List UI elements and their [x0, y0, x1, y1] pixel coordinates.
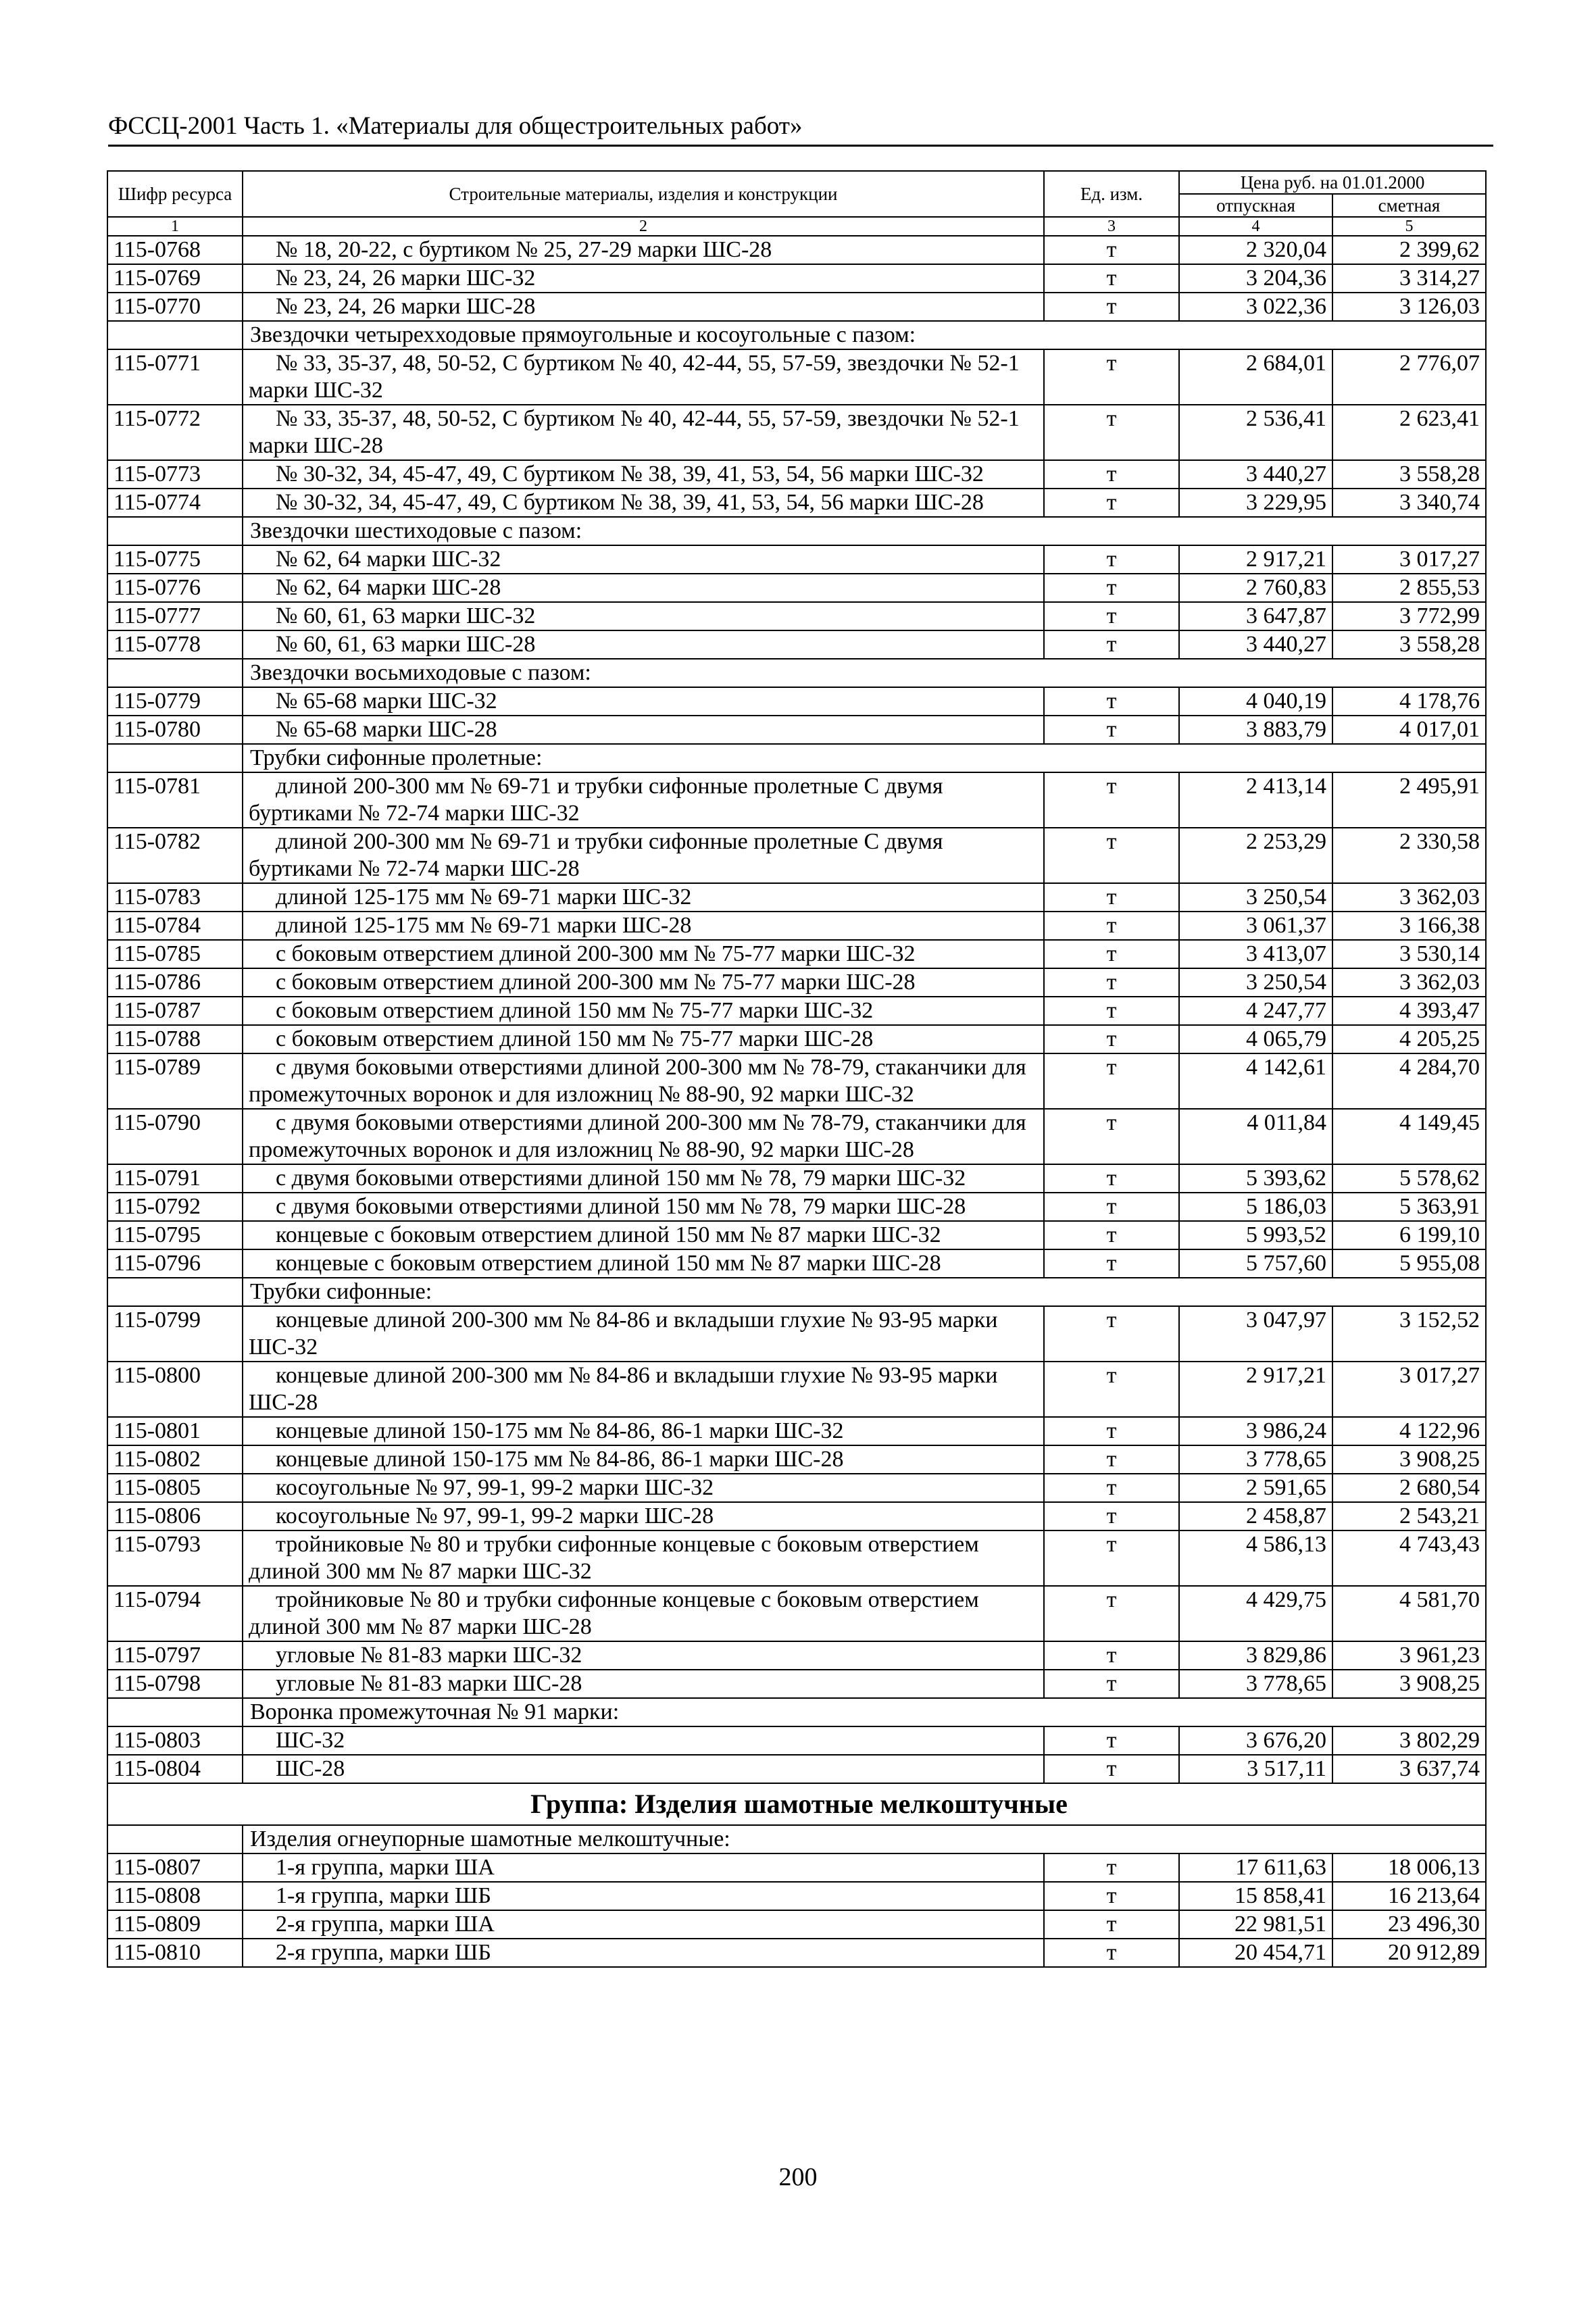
name-cell: с боковым отверстием длиной 200-300 мм № 75-77 марки ШС-28: [243, 968, 1044, 997]
empty-cell: [107, 1783, 243, 1825]
group-title: Группа: Изделия шамотные мелкоштучные: [243, 1783, 1486, 1825]
code-cell: 115-0781: [107, 772, 243, 828]
unit-cell: т: [1044, 1053, 1179, 1109]
estimate-price-cell: 2 495,91: [1332, 772, 1486, 828]
estimate-price-cell: 4 017,01: [1332, 716, 1486, 744]
code-cell: 115-0785: [107, 940, 243, 968]
name-cell: тройниковые № 80 и трубки сифонные концевые с боковым отверстием длиной 300 мм № 87 марки ШС-28: [243, 1586, 1044, 1641]
code-cell: 115-0776: [107, 574, 243, 602]
table-row: [107, 1755, 1486, 1783]
release-price-cell: 3 829,86: [1179, 1641, 1332, 1670]
table-row: [107, 236, 1486, 264]
header-estimate-price: сметная: [1332, 194, 1486, 217]
name-cell: № 33, 35-37, 48, 50-52, С буртиком № 40, 42-44, 55, 57-59, звездочки № 52-1 марки ШС-28: [243, 405, 1044, 460]
release-price-cell: 4 040,19: [1179, 687, 1332, 716]
table-body: [107, 236, 1486, 1967]
unit-cell: т: [1044, 264, 1179, 293]
release-price-cell: 3 517,11: [1179, 1755, 1332, 1783]
table-row: [107, 1670, 1486, 1698]
unit-cell: т: [1044, 545, 1179, 574]
release-price-cell: 17 611,63: [1179, 1853, 1332, 1882]
estimate-price-cell: 2 330,58: [1332, 828, 1486, 883]
release-price-cell: 5 393,62: [1179, 1164, 1332, 1193]
section-title: Звездочки шестиходовые с пазом:: [243, 517, 1486, 545]
table-row: [107, 405, 1486, 460]
unit-cell: т: [1044, 1417, 1179, 1445]
name-cell: концевые с боковым отверстием длиной 150 мм № 87 марки ШС-28: [243, 1249, 1044, 1278]
section-row: [107, 1825, 1486, 1853]
estimate-price-cell: 3 637,74: [1332, 1755, 1486, 1783]
table-row: [107, 828, 1486, 883]
empty-cell: [107, 517, 243, 545]
header-unit: Ед. изм.: [1044, 171, 1179, 217]
page-header: ФССЦ-2001 Часть 1. «Материалы для общестроительных работ»: [108, 111, 1493, 147]
section-title: Воронка промежуточная № 91 марки:: [243, 1698, 1486, 1726]
name-cell: концевые длиной 150-175 мм № 84-86, 86-1 марки ШС-32: [243, 1417, 1044, 1445]
estimate-price-cell: 5 955,08: [1332, 1249, 1486, 1278]
estimate-price-cell: 3 961,23: [1332, 1641, 1486, 1670]
estimate-price-cell: 4 743,43: [1332, 1530, 1486, 1586]
name-cell: № 23, 24, 26 марки ШС-28: [243, 293, 1044, 321]
code-cell: 115-0787: [107, 997, 243, 1025]
unit-cell: т: [1044, 1586, 1179, 1641]
estimate-price-cell: 4 122,96: [1332, 1417, 1486, 1445]
col-number: 2: [243, 217, 1044, 236]
unit-cell: т: [1044, 630, 1179, 659]
table-row: [107, 1853, 1486, 1882]
name-cell: концевые длиной 200-300 мм № 84-86 и вкладыши глухие № 93-95 марки ШС-28: [243, 1362, 1044, 1417]
estimate-price-cell: 2 623,41: [1332, 405, 1486, 460]
table-row: [107, 489, 1486, 517]
name-cell: с двумя боковыми отверстиями длиной 150 мм № 78, 79 марки ШС-28: [243, 1193, 1044, 1221]
code-cell: 115-0798: [107, 1670, 243, 1698]
code-cell: 115-0783: [107, 883, 243, 912]
section-title: Трубки сифонные пролетные:: [243, 744, 1486, 772]
estimate-price-cell: 3 362,03: [1332, 883, 1486, 912]
unit-cell: т: [1044, 1670, 1179, 1698]
estimate-price-cell: 5 578,62: [1332, 1164, 1486, 1193]
code-cell: 115-0784: [107, 912, 243, 940]
name-cell: № 60, 61, 63 марки ШС-28: [243, 630, 1044, 659]
release-price-cell: 3 647,87: [1179, 602, 1332, 630]
estimate-price-cell: 18 006,13: [1332, 1853, 1486, 1882]
table-row: [107, 1530, 1486, 1586]
estimate-price-cell: 2 543,21: [1332, 1502, 1486, 1530]
estimate-price-cell: 3 802,29: [1332, 1726, 1486, 1755]
section-title: Изделия огнеупорные шамотные мелкоштучные:: [243, 1825, 1486, 1853]
empty-cell: [107, 1698, 243, 1726]
table-row: [107, 1417, 1486, 1445]
unit-cell: т: [1044, 1249, 1179, 1278]
release-price-cell: 3 883,79: [1179, 716, 1332, 744]
release-price-cell: 3 250,54: [1179, 883, 1332, 912]
release-price-cell: 3 778,65: [1179, 1445, 1332, 1474]
price-table: [107, 170, 1487, 1968]
name-cell: длиной 200-300 мм № 69-71 и трубки сифонные пролетные С двумя буртиками № 72-74 марки ШС-32: [243, 772, 1044, 828]
section-row: [107, 517, 1486, 545]
unit-cell: т: [1044, 1306, 1179, 1362]
section-row: [107, 744, 1486, 772]
empty-cell: [107, 1278, 243, 1306]
estimate-price-cell: 4 393,47: [1332, 997, 1486, 1025]
table-row: [107, 1726, 1486, 1755]
code-cell: 115-0791: [107, 1164, 243, 1193]
table-row: [107, 968, 1486, 997]
unit-cell: т: [1044, 1502, 1179, 1530]
unit-cell: т: [1044, 1939, 1179, 1967]
code-cell: 115-0773: [107, 460, 243, 489]
estimate-price-cell: 3 558,28: [1332, 460, 1486, 489]
code-cell: 115-0795: [107, 1221, 243, 1249]
code-cell: 115-0808: [107, 1882, 243, 1910]
estimate-price-cell: 4 178,76: [1332, 687, 1486, 716]
table-row: [107, 1025, 1486, 1053]
empty-cell: [107, 1825, 243, 1853]
name-cell: концевые длиной 150-175 мм № 84-86, 86-1 марки ШС-28: [243, 1445, 1044, 1474]
table-row: [107, 460, 1486, 489]
table-row: [107, 545, 1486, 574]
code-cell: 115-0805: [107, 1474, 243, 1502]
table-row: [107, 1882, 1486, 1910]
table-row: [107, 1053, 1486, 1109]
code-cell: 115-0777: [107, 602, 243, 630]
estimate-price-cell: 3 166,38: [1332, 912, 1486, 940]
col-number: 5: [1332, 217, 1486, 236]
estimate-price-cell: 3 362,03: [1332, 968, 1486, 997]
section-row: [107, 321, 1486, 349]
code-cell: 115-0782: [107, 828, 243, 883]
release-price-cell: 2 536,41: [1179, 405, 1332, 460]
unit-cell: т: [1044, 460, 1179, 489]
code-cell: 115-0772: [107, 405, 243, 460]
name-cell: 2-я группа, марки ШБ: [243, 1939, 1044, 1967]
section-row: [107, 659, 1486, 687]
table-row: [107, 940, 1486, 968]
table-row: [107, 1445, 1486, 1474]
unit-cell: т: [1044, 912, 1179, 940]
empty-cell: [107, 659, 243, 687]
unit-cell: т: [1044, 1474, 1179, 1502]
code-cell: 115-0771: [107, 349, 243, 405]
name-cell: концевые с боковым отверстием длиной 150 мм № 87 марки ШС-32: [243, 1221, 1044, 1249]
table-row: [107, 997, 1486, 1025]
estimate-price-cell: 3 017,27: [1332, 1362, 1486, 1417]
estimate-price-cell: 2 855,53: [1332, 574, 1486, 602]
release-price-cell: 4 065,79: [1179, 1025, 1332, 1053]
section-title: Трубки сифонные:: [243, 1278, 1486, 1306]
unit-cell: т: [1044, 1641, 1179, 1670]
table-row: [107, 293, 1486, 321]
unit-cell: т: [1044, 1193, 1179, 1221]
unit-cell: т: [1044, 1853, 1179, 1882]
unit-cell: т: [1044, 489, 1179, 517]
name-cell: № 62, 64 марки ШС-32: [243, 545, 1044, 574]
unit-cell: т: [1044, 602, 1179, 630]
release-price-cell: 3 204,36: [1179, 264, 1332, 293]
name-cell: с двумя боковыми отверстиями длиной 200-300 мм № 78-79, стаканчики для промежуточных воронок и для изложниц № 88-90, 92 марки ШС-28: [243, 1109, 1044, 1164]
header-code: Шифр ресурса: [107, 171, 243, 217]
unit-cell: т: [1044, 1221, 1179, 1249]
release-price-cell: 3 413,07: [1179, 940, 1332, 968]
table-row: [107, 1641, 1486, 1670]
unit-cell: т: [1044, 1362, 1179, 1417]
unit-cell: т: [1044, 293, 1179, 321]
column-numbers-row: [107, 217, 1486, 236]
release-price-cell: 2 917,21: [1179, 545, 1332, 574]
section-title: Звездочки четырехходовые прямоугольные и косоугольные с пазом:: [243, 321, 1486, 349]
empty-cell: [107, 744, 243, 772]
release-price-cell: 2 413,14: [1179, 772, 1332, 828]
unit-cell: т: [1044, 405, 1179, 460]
unit-cell: т: [1044, 1445, 1179, 1474]
unit-cell: т: [1044, 772, 1179, 828]
name-cell: с боковым отверстием длиной 150 мм № 75-77 марки ШС-28: [243, 1025, 1044, 1053]
release-price-cell: 15 858,41: [1179, 1882, 1332, 1910]
table-row: [107, 1306, 1486, 1362]
code-cell: 115-0770: [107, 293, 243, 321]
unit-cell: т: [1044, 687, 1179, 716]
table-row: [107, 1474, 1486, 1502]
col-number: 1: [107, 217, 243, 236]
name-cell: № 30-32, 34, 45-47, 49, С буртиком № 38, 39, 41, 53, 54, 56 марки ШС-28: [243, 489, 1044, 517]
name-cell: № 18, 20-22, с буртиком № 25, 27-29 марки ШС-28: [243, 236, 1044, 264]
unit-cell: т: [1044, 828, 1179, 883]
name-cell: № 30-32, 34, 45-47, 49, С буртиком № 38, 39, 41, 53, 54, 56 марки ШС-32: [243, 460, 1044, 489]
release-price-cell: 2 760,83: [1179, 574, 1332, 602]
release-price-cell: 5 993,52: [1179, 1221, 1332, 1249]
release-price-cell: 3 986,24: [1179, 1417, 1332, 1445]
code-cell: 115-0803: [107, 1726, 243, 1755]
code-cell: 115-0802: [107, 1445, 243, 1474]
release-price-cell: 2 320,04: [1179, 236, 1332, 264]
release-price-cell: 3 022,36: [1179, 293, 1332, 321]
unit-cell: т: [1044, 1882, 1179, 1910]
name-cell: с боковым отверстием длиной 150 мм № 75-77 марки ШС-32: [243, 997, 1044, 1025]
estimate-price-cell: 5 363,91: [1332, 1193, 1486, 1221]
release-price-cell: 3 778,65: [1179, 1670, 1332, 1698]
code-cell: 115-0774: [107, 489, 243, 517]
table-row: [107, 1910, 1486, 1939]
code-cell: 115-0792: [107, 1193, 243, 1221]
code-cell: 115-0786: [107, 968, 243, 997]
code-cell: 115-0778: [107, 630, 243, 659]
unit-cell: т: [1044, 940, 1179, 968]
release-price-cell: 4 142,61: [1179, 1053, 1332, 1109]
table-row: [107, 687, 1486, 716]
name-cell: № 65-68 марки ШС-28: [243, 716, 1044, 744]
table-row: [107, 630, 1486, 659]
unit-cell: т: [1044, 1726, 1179, 1755]
col-number: 4: [1179, 217, 1332, 236]
name-cell: с двумя боковыми отверстиями длиной 150 мм № 78, 79 марки ШС-32: [243, 1164, 1044, 1193]
code-cell: 115-0799: [107, 1306, 243, 1362]
name-cell: длиной 125-175 мм № 69-71 марки ШС-32: [243, 883, 1044, 912]
unit-cell: т: [1044, 1164, 1179, 1193]
unit-cell: т: [1044, 1109, 1179, 1164]
release-price-cell: 5 186,03: [1179, 1193, 1332, 1221]
code-cell: 115-0790: [107, 1109, 243, 1164]
code-cell: 115-0768: [107, 236, 243, 264]
code-cell: 115-0793: [107, 1530, 243, 1586]
unit-cell: т: [1044, 883, 1179, 912]
empty-cell: [107, 321, 243, 349]
table-row: [107, 264, 1486, 293]
release-price-cell: 3 676,20: [1179, 1726, 1332, 1755]
unit-cell: т: [1044, 716, 1179, 744]
estimate-price-cell: 3 340,74: [1332, 489, 1486, 517]
name-cell: угловые № 81-83 марки ШС-28: [243, 1670, 1044, 1698]
table-row: [107, 1249, 1486, 1278]
table-row: [107, 574, 1486, 602]
release-price-cell: 4 586,13: [1179, 1530, 1332, 1586]
release-price-cell: 3 229,95: [1179, 489, 1332, 517]
name-cell: косоугольные № 97, 99-1, 99-2 марки ШС-32: [243, 1474, 1044, 1502]
release-price-cell: 5 757,60: [1179, 1249, 1332, 1278]
table-row: [107, 1109, 1486, 1164]
table-row: [107, 1221, 1486, 1249]
release-price-cell: 3 250,54: [1179, 968, 1332, 997]
release-price-cell: 3 047,97: [1179, 1306, 1332, 1362]
group-title-row: [107, 1783, 1486, 1825]
name-cell: с двумя боковыми отверстиями длиной 200-300 мм № 78-79, стаканчики для промежуточных воронок и для изложниц № 88-90, 92 марки ШС-32: [243, 1053, 1044, 1109]
estimate-price-cell: 3 152,52: [1332, 1306, 1486, 1362]
estimate-price-cell: 2 776,07: [1332, 349, 1486, 405]
header-release-price: отпускная: [1179, 194, 1332, 217]
table-row: [107, 1193, 1486, 1221]
name-cell: ШС-28: [243, 1755, 1044, 1783]
estimate-price-cell: 2 399,62: [1332, 236, 1486, 264]
table-row: [107, 883, 1486, 912]
code-cell: 115-0779: [107, 687, 243, 716]
estimate-price-cell: 3 558,28: [1332, 630, 1486, 659]
estimate-price-cell: 2 680,54: [1332, 1474, 1486, 1502]
page-number: 200: [778, 2163, 818, 2191]
table-row: [107, 716, 1486, 744]
table-row: [107, 349, 1486, 405]
name-cell: концевые длиной 200-300 мм № 84-86 и вкладыши глухие № 93-95 марки ШС-32: [243, 1306, 1044, 1362]
name-cell: длиной 125-175 мм № 69-71 марки ШС-28: [243, 912, 1044, 940]
name-cell: косоугольные № 97, 99-1, 99-2 марки ШС-28: [243, 1502, 1044, 1530]
unit-cell: т: [1044, 574, 1179, 602]
code-cell: 115-0809: [107, 1910, 243, 1939]
table-row: [107, 602, 1486, 630]
name-cell: 1-я группа, марки ШБ: [243, 1882, 1044, 1910]
release-price-cell: 3 440,27: [1179, 630, 1332, 659]
estimate-price-cell: 20 912,89: [1332, 1939, 1486, 1967]
unit-cell: т: [1044, 1755, 1179, 1783]
code-cell: 115-0800: [107, 1362, 243, 1417]
estimate-price-cell: 4 284,70: [1332, 1053, 1486, 1109]
release-price-cell: 22 981,51: [1179, 1910, 1332, 1939]
code-cell: 115-0797: [107, 1641, 243, 1670]
name-cell: № 60, 61, 63 марки ШС-32: [243, 602, 1044, 630]
table-row: [107, 1362, 1486, 1417]
code-cell: 115-0810: [107, 1939, 243, 1967]
unit-cell: т: [1044, 349, 1179, 405]
name-cell: 2-я группа, марки ША: [243, 1910, 1044, 1939]
release-price-cell: 20 454,71: [1179, 1939, 1332, 1967]
release-price-cell: 2 458,87: [1179, 1502, 1332, 1530]
estimate-price-cell: 3 908,25: [1332, 1445, 1486, 1474]
code-cell: 115-0788: [107, 1025, 243, 1053]
release-price-cell: 3 061,37: [1179, 912, 1332, 940]
code-cell: 115-0807: [107, 1853, 243, 1882]
col-number: 3: [1044, 217, 1179, 236]
name-cell: 1-я группа, марки ША: [243, 1853, 1044, 1882]
release-price-cell: 4 011,84: [1179, 1109, 1332, 1164]
release-price-cell: 4 247,77: [1179, 997, 1332, 1025]
release-price-cell: 2 253,29: [1179, 828, 1332, 883]
unit-cell: т: [1044, 968, 1179, 997]
estimate-price-cell: 4 205,25: [1332, 1025, 1486, 1053]
table-row: [107, 912, 1486, 940]
name-cell: № 65-68 марки ШС-32: [243, 687, 1044, 716]
name-cell: № 62, 64 марки ШС-28: [243, 574, 1044, 602]
name-cell: угловые № 81-83 марки ШС-32: [243, 1641, 1044, 1670]
release-price-cell: 2 684,01: [1179, 349, 1332, 405]
estimate-price-cell: 4 581,70: [1332, 1586, 1486, 1641]
estimate-price-cell: 3 530,14: [1332, 940, 1486, 968]
name-cell: тройниковые № 80 и трубки сифонные концевые с боковым отверстием длиной 300 мм № 87 марки ШС-32: [243, 1530, 1044, 1586]
unit-cell: т: [1044, 236, 1179, 264]
unit-cell: т: [1044, 1025, 1179, 1053]
code-cell: 115-0789: [107, 1053, 243, 1109]
section-row: [107, 1698, 1486, 1726]
name-cell: длиной 200-300 мм № 69-71 и трубки сифонные пролетные С двумя буртиками № 72-74 марки ШС-28: [243, 828, 1044, 883]
code-cell: 115-0780: [107, 716, 243, 744]
unit-cell: т: [1044, 1910, 1179, 1939]
estimate-price-cell: 3 772,99: [1332, 602, 1486, 630]
estimate-price-cell: 23 496,30: [1332, 1910, 1486, 1939]
code-cell: 115-0806: [107, 1502, 243, 1530]
header-name: Строительные материалы, изделия и конструкции: [243, 171, 1044, 217]
name-cell: № 23, 24, 26 марки ШС-32: [243, 264, 1044, 293]
release-price-cell: 2 917,21: [1179, 1362, 1332, 1417]
code-cell: 115-0796: [107, 1249, 243, 1278]
release-price-cell: 3 440,27: [1179, 460, 1332, 489]
name-cell: ШС-32: [243, 1726, 1044, 1755]
table-row: [107, 1164, 1486, 1193]
estimate-price-cell: 4 149,45: [1332, 1109, 1486, 1164]
release-price-cell: 4 429,75: [1179, 1586, 1332, 1641]
unit-cell: т: [1044, 997, 1179, 1025]
estimate-price-cell: 3 126,03: [1332, 293, 1486, 321]
estimate-price-cell: 6 199,10: [1332, 1221, 1486, 1249]
name-cell: с боковым отверстием длиной 200-300 мм № 75-77 марки ШС-32: [243, 940, 1044, 968]
table-row: [107, 1586, 1486, 1641]
section-row: [107, 1278, 1486, 1306]
estimate-price-cell: 3 908,25: [1332, 1670, 1486, 1698]
estimate-price-cell: 3 314,27: [1332, 264, 1486, 293]
name-cell: № 33, 35-37, 48, 50-52, С буртиком № 40, 42-44, 55, 57-59, звездочки № 52-1 марки ШС-32: [243, 349, 1044, 405]
code-cell: 115-0801: [107, 1417, 243, 1445]
code-cell: 115-0769: [107, 264, 243, 293]
header-price: Цена руб. на 01.01.2000: [1179, 171, 1486, 194]
code-cell: 115-0775: [107, 545, 243, 574]
estimate-price-cell: 16 213,64: [1332, 1882, 1486, 1910]
code-cell: 115-0804: [107, 1755, 243, 1783]
unit-cell: т: [1044, 1530, 1179, 1586]
estimate-price-cell: 3 017,27: [1332, 545, 1486, 574]
table-row: [107, 1939, 1486, 1967]
code-cell: 115-0794: [107, 1586, 243, 1641]
section-title: Звездочки восьмиходовые с пазом:: [243, 659, 1486, 687]
table-row: [107, 1502, 1486, 1530]
table-row: [107, 772, 1486, 828]
release-price-cell: 2 591,65: [1179, 1474, 1332, 1502]
